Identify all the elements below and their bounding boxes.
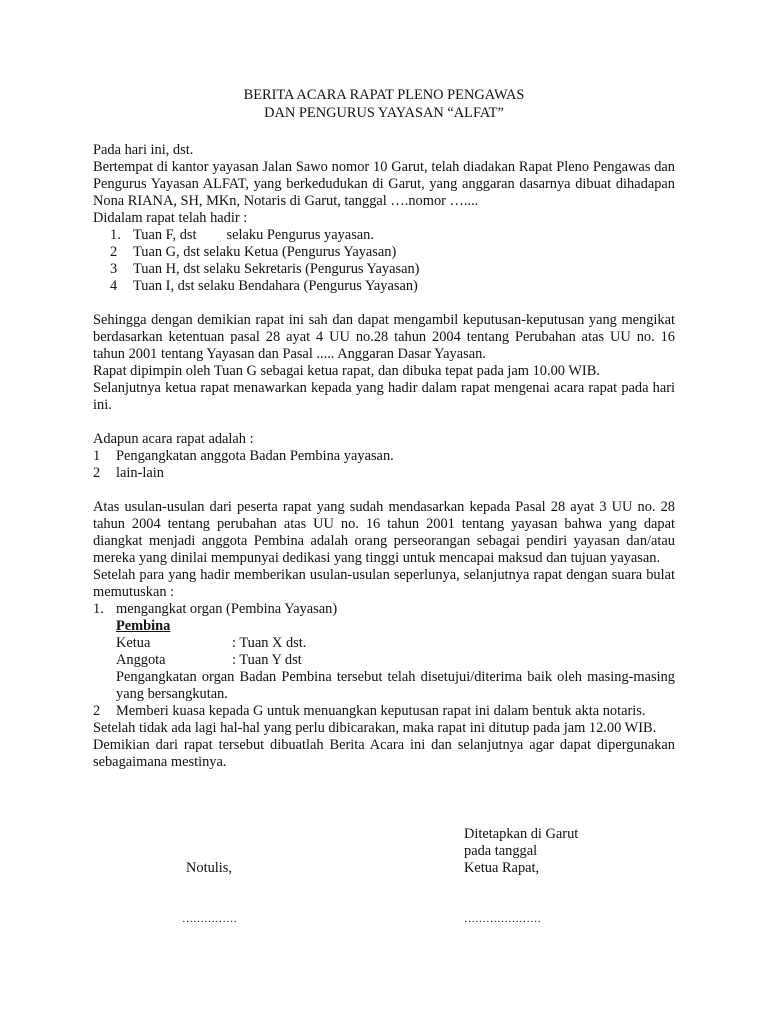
agenda-item: Pengangkatan anggota Badan Pembina yayasan. (116, 448, 394, 464)
list-item (93, 227, 675, 244)
list-item (93, 465, 675, 482)
list-item (93, 278, 675, 295)
signature-place: Ditetapkan di Garut (464, 826, 579, 842)
opening-location: Bertempat di kantor yayasan Jalan Sawo nomor 10 Garut, telah diadakan Rapat Pleno Pengawas dan Pengurus Yayasan ALFAT, yang berkedudukan di Garut, yang anggaran dasarnya dibuat dihadapan Nona RIANA, SH, MKn, Notaris di Garut, tanggal ….nomor ….... (93, 159, 675, 209)
signature-date: pada tanggal (464, 843, 538, 859)
decision-item: Memberi kuasa kepada G untuk menuangkan keputusan rapat ini dalam bentuk akta notaris. (116, 703, 646, 719)
opening-day: Pada hari ini, dst. (93, 142, 194, 158)
list-item (93, 601, 675, 618)
attendee-list (93, 227, 675, 295)
decision-item: mengangkat organ (Pembina Yayasan) (116, 601, 338, 617)
list-item (93, 703, 675, 720)
list-number: 2 (93, 465, 101, 481)
attendee-name: Tuan G, dst selaku Ketua (Pengurus Yayasan) (133, 244, 397, 260)
list-number: 1 (93, 448, 101, 464)
ketua-label: Ketua (116, 635, 151, 651)
closing-paragraph: Setelah tidak ada lagi hal-hal yang perlu dibicarakan, maka rapat ini ditutup pada jam 12.00 WIB. (93, 720, 657, 736)
list-item (93, 244, 675, 261)
list-number: 2 (110, 244, 118, 260)
pembina-block (93, 618, 675, 703)
list-item (93, 448, 675, 465)
document-title-line-1: BERITA ACARA RAPAT PLENO PENGAWAS (243, 87, 525, 103)
agenda-item: lain-lain (116, 465, 164, 481)
list-number: 3 (110, 261, 118, 277)
notulis-signature-line: …………… (182, 913, 237, 925)
agenda-heading: Adapun acara rapat adalah : (93, 431, 254, 447)
proposal-paragraph: Atas usulan-usulan dari peserta rapat yang sudah mendasarkan kepada Pasal 28 ayat 3 UU no. 28 tahun 2004 tentang perubahan atas UU no. 16 tahun 2001 tentang yayasan bahwa yang dapat diangkat menjadi anggota Pembina adalah orang perseorangan sebagai pendiri yayasan dan/atau mereka yang dinilai mempunyai dedikasi yang tinggi untuk mencapai maksud dan tujuan yayasan. (93, 499, 675, 566)
attendee-name: Tuan I, dst selaku Bendahara (Pengurus Yayasan) (133, 278, 418, 294)
pembina-note: Pengangkatan organ Badan Pembina tersebut telah disetujui/diterima baik oleh masing-masing yang bersangkutan. (116, 669, 675, 702)
notulis-label: Notulis, (186, 860, 232, 876)
agenda-offer-paragraph: Selanjutnya ketua rapat menawarkan kepada yang hadir dalam rapat mengenai acara rapat pada hari ini. (93, 380, 675, 413)
attendance-heading: Didalam rapat telah hadir : (93, 210, 248, 226)
list-item (93, 261, 675, 278)
chair-paragraph: Rapat dipimpin oleh Tuan G sebagai ketua rapat, dan dibuka tepat pada jam 10.00 WIB. (93, 363, 600, 379)
attendee-role: selaku Pengurus yayasan. (226, 227, 374, 243)
pembina-heading: Pembina (116, 618, 171, 634)
attendee-name: Tuan H, dst selaku Sekretaris (Pengurus Yayasan) (133, 261, 420, 277)
ketua-signature-line: ………………… (464, 913, 541, 925)
quorum-paragraph: Sehingga dengan demikian rapat ini sah dan dapat mengambil keputusan-keputusan yang mengikat berdasarkan ketentuan pasal 28 ayat 4 UU no.28 tahun 2004 tentang Perubahan atas UU no. 16 tahun 2001 tentang Yayasan dan Pasal ..... Anggaran Dasar Yayasan. (93, 312, 675, 362)
anggota-value: : Tuan Y dst (232, 652, 302, 668)
final-paragraph: Demikian dari rapat tersebut dibuatlah Berita Acara ini dan selanjutnya agar dapat dipergunakan sebagaimana mestinya. (93, 737, 675, 770)
ketua-value: : Tuan X dst. (232, 635, 307, 651)
list-number: 1. (93, 601, 104, 617)
attendee-name: Tuan F, dst selaku Pengurus yayasan. (133, 227, 374, 243)
document-page (93, 86, 675, 771)
ketua-rapat-label: Ketua Rapat, (464, 860, 540, 876)
anggota-label: Anggota (116, 652, 166, 668)
list-number: 2 (93, 703, 101, 719)
document-title-line-2: DAN PENGURUS YAYASAN “ALFAT” (264, 105, 504, 121)
decision-intro: Setelah para yang hadir memberikan usulan-usulan seperlunya, selanjutnya rapat dengan suara bulat memutuskan : (93, 567, 675, 600)
list-number: 1. (110, 227, 121, 243)
list-number: 4 (110, 278, 118, 294)
